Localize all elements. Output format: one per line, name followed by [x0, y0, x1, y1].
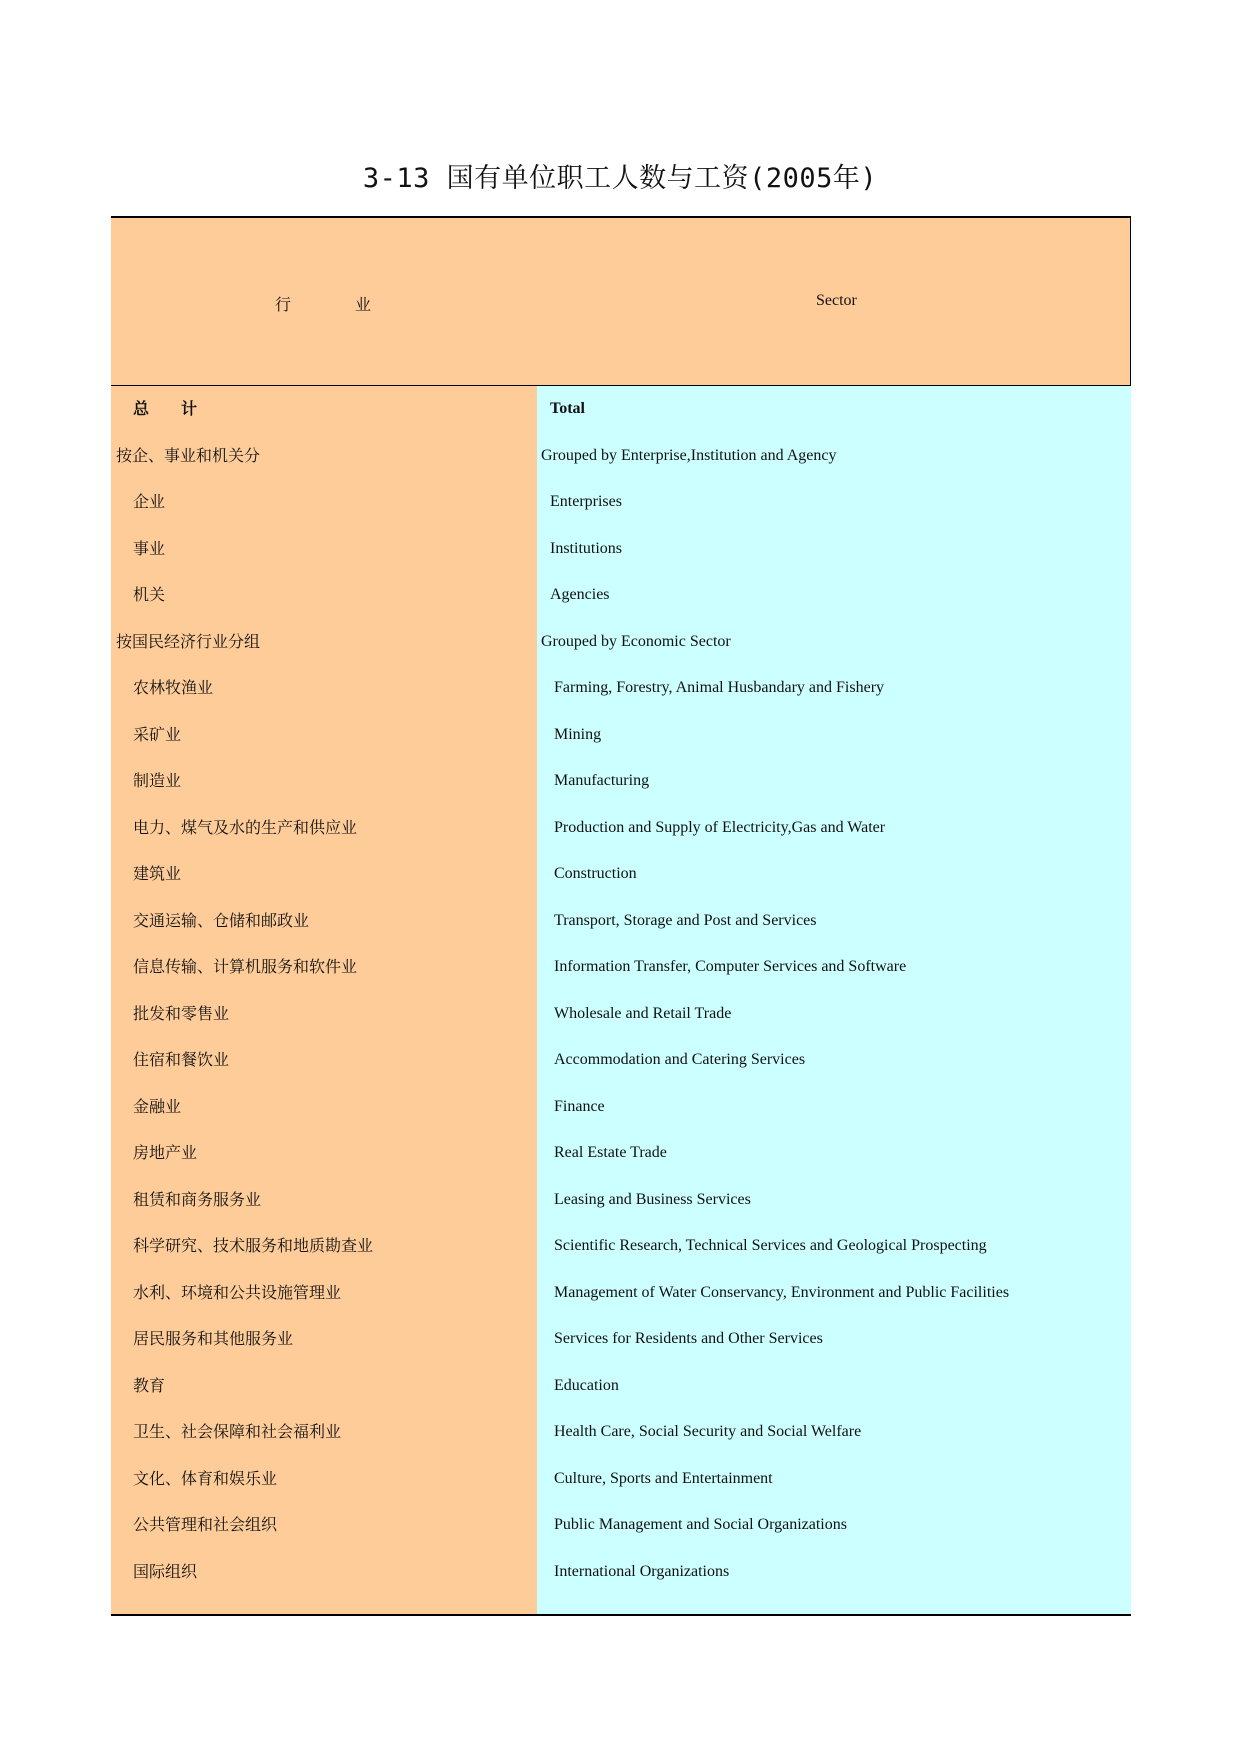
row-label-en: Real Estate Trade [554, 1144, 667, 1161]
table-row [111, 805, 1131, 852]
table-row [111, 1223, 1131, 1270]
total-label-zh-part1: 总 [133, 399, 150, 418]
total-label-zh-part2: 计 [181, 399, 198, 418]
row-label-en: International Organizations [554, 1562, 730, 1580]
row-label-zh: 制造业 [133, 771, 182, 790]
row-label-zh: 建筑业 [133, 864, 182, 883]
row-label-zh: 按企、事业和机关分 [116, 445, 261, 465]
table-row [111, 1177, 1131, 1224]
row-label-zh: 批发和零售业 [133, 1003, 230, 1023]
row-label-zh: 采矿业 [133, 724, 182, 744]
row-label-zh: 文化、体育和娱乐业 [133, 1468, 278, 1488]
table-row [111, 1130, 1131, 1177]
table-row-total [111, 386, 1131, 433]
table-row [111, 851, 1131, 898]
header-label-en: Sector [816, 292, 857, 309]
row-label-zh: 科学研究、技术服务和地质勘查业 [133, 1236, 374, 1255]
table-header [111, 218, 1131, 386]
row-label-zh: 卫生、社会保障和社会福利业 [133, 1422, 342, 1441]
row-label-en: Agencies [550, 586, 610, 603]
table-row [111, 758, 1131, 805]
row-label-en: Leasing and Business Services [554, 1190, 751, 1208]
row-label-en: Transport, Storage and Post and Services [554, 911, 817, 929]
row-label-en: Farming, Forestry, Animal Husbandary and Fishery [554, 679, 885, 696]
row-label-en: Production and Supply of Electricity,Gas and Water [554, 818, 886, 836]
row-label-en: Education [554, 1376, 619, 1394]
row-label-zh: 按国民经济行业分组 [116, 631, 261, 651]
header-label-zh-part2: 业 [355, 295, 372, 314]
table-body [111, 386, 1131, 1614]
table-row [111, 1270, 1131, 1317]
row-label-en: Information Transfer, Computer Services and Software [554, 958, 907, 975]
row-label-en: Public Management and Social Organizations [554, 1516, 847, 1533]
table-row [111, 1363, 1131, 1410]
row-label-zh: 水利、环境和公共设施管理业 [133, 1282, 342, 1302]
row-label-zh: 居民服务和其他服务业 [133, 1329, 294, 1348]
table-row [111, 1502, 1131, 1549]
row-label-en: Institutions [550, 539, 623, 557]
row-label-en: Management of Water Conservancy, Environment and Public Facilities [554, 1283, 1010, 1301]
row-label-zh: 房地产业 [133, 1143, 198, 1162]
row-label-zh: 交通运输、仓储和邮政业 [133, 910, 310, 930]
page-title: 3-13 国有单位职工人数与工资(2005年) [362, 163, 878, 194]
row-label-en: Services for Residents and Other Services [554, 1330, 823, 1347]
row-label-zh: 农林牧渔业 [133, 678, 214, 697]
row-label-en: Enterprises [550, 493, 622, 510]
row-label-en: Wholesale and Retail Trade [554, 1004, 732, 1022]
row-label-en: Manufacturing [554, 772, 650, 789]
row-label-en: Grouped by Economic Sector [541, 632, 731, 650]
table-row [111, 1316, 1131, 1363]
row-label-zh [111, 386, 559, 433]
table-row [111, 944, 1131, 991]
row-label-en: Grouped by Enterprise,Institution and Agency [541, 446, 837, 464]
row-label-en: Construction [554, 865, 637, 882]
row-label-zh: 企业 [133, 492, 166, 511]
row-label-zh: 国际组织 [133, 1561, 198, 1581]
row-label-zh: 电力、煤气及水的生产和供应业 [133, 817, 358, 837]
row-label-en: Scientific Research, Technical Services and Geological Prospecting [554, 1237, 987, 1254]
table-row [111, 1549, 1131, 1596]
row-label-en: Total [550, 400, 585, 417]
table-row [111, 1084, 1131, 1131]
row-label-zh: 信息传输、计算机服务和软件业 [133, 957, 358, 976]
table-row [111, 433, 1131, 480]
row-label-en: Culture, Sports and Entertainment [554, 1469, 773, 1487]
row-label-zh: 金融业 [133, 1096, 182, 1116]
table-row [111, 619, 1131, 666]
table-bottom-rule [111, 1614, 1131, 1616]
table-row [111, 526, 1131, 573]
row-label-en: Finance [554, 1097, 605, 1115]
row-label-zh: 机关 [133, 585, 166, 604]
table-row [111, 1409, 1131, 1456]
row-label-en: Accommodation and Catering Services [554, 1051, 806, 1068]
table-row [111, 479, 1131, 526]
row-label-zh: 住宿和餐饮业 [133, 1050, 230, 1069]
table-row [111, 991, 1131, 1038]
row-label-en: Health Care, Social Security and Social Welfare [554, 1423, 862, 1440]
header-label-zh-part1: 行 [275, 295, 292, 314]
table-row [111, 898, 1131, 945]
table-row [111, 1037, 1131, 1084]
table-row [111, 712, 1131, 759]
row-label-zh: 事业 [133, 538, 166, 558]
row-label-zh: 教育 [133, 1375, 166, 1395]
table-row [111, 1456, 1131, 1503]
row-label-zh: 租赁和商务服务业 [133, 1189, 262, 1209]
row-label-zh: 公共管理和社会组织 [133, 1515, 278, 1534]
table-row [111, 665, 1131, 712]
header-label-zh [275, 292, 371, 315]
table-row [111, 572, 1131, 619]
row-label-en: Mining [554, 725, 602, 743]
